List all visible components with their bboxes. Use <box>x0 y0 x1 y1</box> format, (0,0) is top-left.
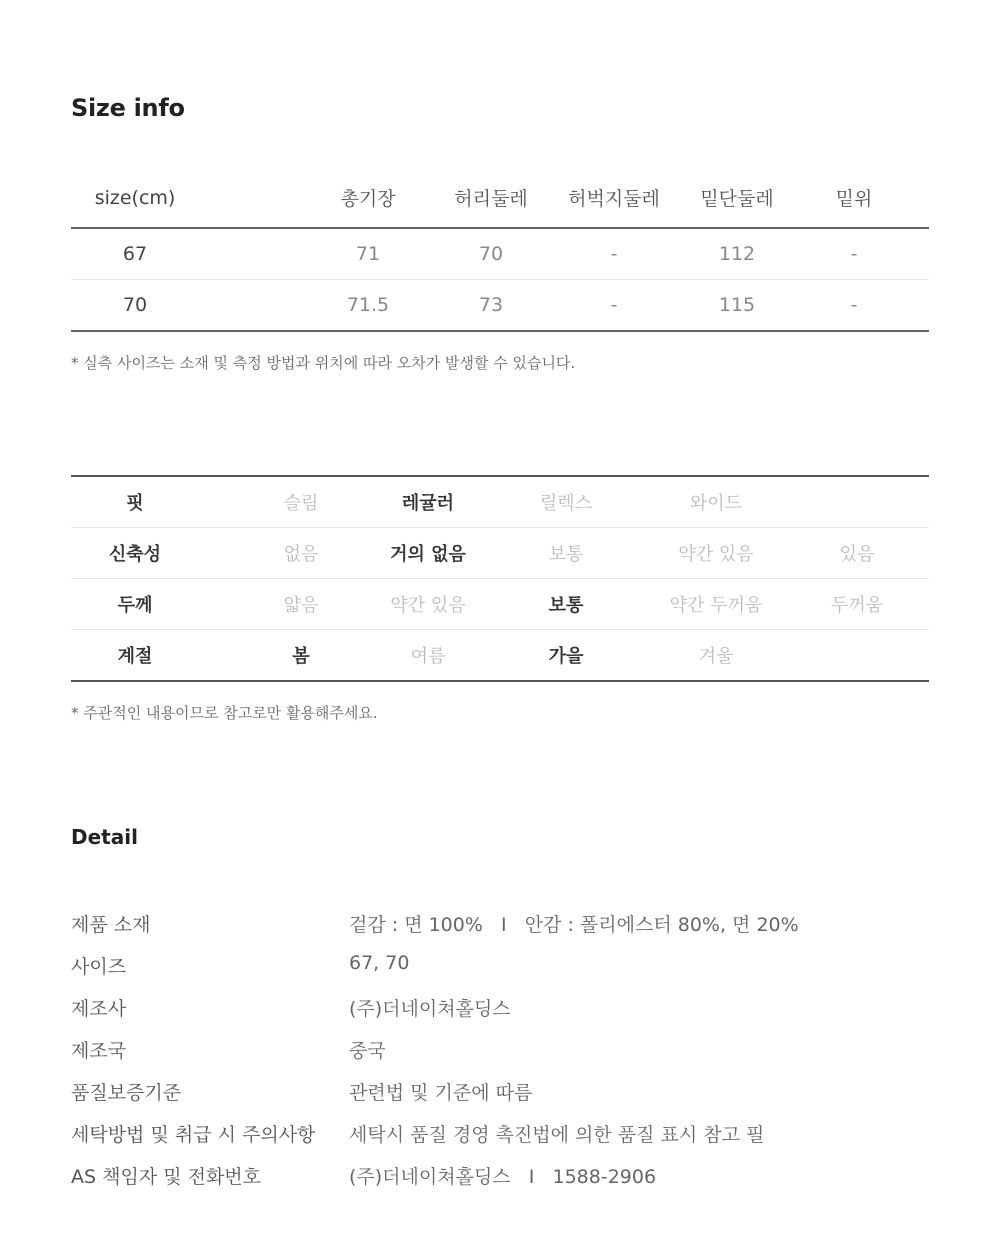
size-cell: 70 <box>478 243 504 265</box>
size-header-cell: 밑단둘레 <box>700 188 774 210</box>
fit-option: 레귤러 <box>401 493 455 514</box>
size-table <box>71 168 929 332</box>
size-header-cell: 총기장 <box>340 188 396 210</box>
fit-option: 거의 없음 <box>390 544 466 565</box>
size-table-header <box>71 168 929 229</box>
detail-row <box>71 1036 929 1066</box>
fit-row <box>71 528 929 579</box>
fit-note: * 주관적인 내용이므로 참고로만 활용해주세요. <box>71 704 378 722</box>
detail-row <box>71 910 929 940</box>
fit-option: 약간 있음 <box>678 544 754 565</box>
detail-value: 겉감 : 면 100% I 안감 : 폴리에스터 80%, 면 20% <box>349 914 799 936</box>
fit-row-label: 핏 <box>126 493 144 514</box>
size-table-row <box>71 229 929 280</box>
size-cell: - <box>610 294 618 316</box>
fit-option: 여름 <box>410 646 446 667</box>
size-cell: - <box>850 294 858 316</box>
size-cell: - <box>610 243 618 265</box>
detail-value: 67, 70 <box>349 952 410 974</box>
detail-value: (주)더네이쳐홀딩스 <box>349 998 511 1020</box>
detail-label: 세탁방법 및 취급 시 주의사항 <box>71 1124 316 1146</box>
size-cell: 70 <box>122 294 148 316</box>
fit-option: 약간 있음 <box>390 595 466 616</box>
size-cell: 73 <box>478 294 504 316</box>
detail-label: 제품 소재 <box>71 914 151 936</box>
fit-option: 릴렉스 <box>539 493 593 514</box>
detail-label: AS 책임자 및 전화번호 <box>71 1166 262 1188</box>
size-cell: 71 <box>355 243 381 265</box>
size-cell: 115 <box>718 294 756 316</box>
size-table-row <box>71 280 929 332</box>
detail-label: 제조사 <box>71 998 127 1020</box>
size-cell: 112 <box>718 243 756 265</box>
fit-option: 두꺼움 <box>830 595 884 616</box>
fit-option: 슬림 <box>283 493 319 514</box>
fit-option <box>801 630 913 680</box>
fit-option: 가을 <box>548 646 584 667</box>
fit-option: 봄 <box>292 646 310 667</box>
size-header-cell: size(cm) <box>94 186 176 209</box>
detail-value: (주)더네이쳐홀딩스 I 1588-2906 <box>349 1166 657 1188</box>
fit-option: 보통 <box>548 544 584 565</box>
detail-row <box>71 994 929 1024</box>
fit-option: 겨울 <box>698 646 734 667</box>
size-header-cell: 밑위 <box>835 188 873 210</box>
detail-row <box>71 952 929 982</box>
fit-option: 있음 <box>839 544 875 565</box>
fit-table <box>71 475 929 682</box>
detail-label: 사이즈 <box>71 956 127 978</box>
fit-option: 얇음 <box>283 595 319 616</box>
detail-row <box>71 1162 929 1192</box>
fit-row-label: 신축성 <box>108 544 162 565</box>
size-note: * 실측 사이즈는 소재 및 측정 방법과 위치에 따라 오차가 발생할 수 있습니다. <box>71 354 576 372</box>
detail-title: Detail <box>71 825 138 849</box>
size-cell: 67 <box>122 243 148 265</box>
detail-row <box>71 1120 929 1150</box>
detail-label: 품질보증기준 <box>71 1082 182 1104</box>
size-header-cell: 허벅지둘레 <box>568 188 660 210</box>
fit-option: 없음 <box>283 544 319 565</box>
fit-row-label: 계절 <box>117 646 153 667</box>
size-info-title: Size info <box>71 94 185 122</box>
detail-row <box>71 1078 929 1108</box>
fit-option: 와이드 <box>689 493 743 514</box>
detail-value: 관련법 및 기준에 따름 <box>349 1082 533 1104</box>
fit-row <box>71 477 929 528</box>
fit-option: 약간 두꺼움 <box>669 595 763 616</box>
size-header-cell: 허리둘레 <box>454 188 528 210</box>
fit-row <box>71 579 929 630</box>
fit-row-label: 두께 <box>117 595 153 616</box>
detail-value: 세탁시 품질 경영 촉진법에 의한 품질 표시 참고 필 <box>349 1124 765 1146</box>
fit-option: 보통 <box>548 595 584 616</box>
fit-option <box>801 477 913 527</box>
fit-row <box>71 630 929 682</box>
detail-value: 중국 <box>349 1040 386 1062</box>
size-cell: 71.5 <box>346 294 390 316</box>
detail-label: 제조국 <box>71 1040 127 1062</box>
size-cell: - <box>850 243 858 265</box>
